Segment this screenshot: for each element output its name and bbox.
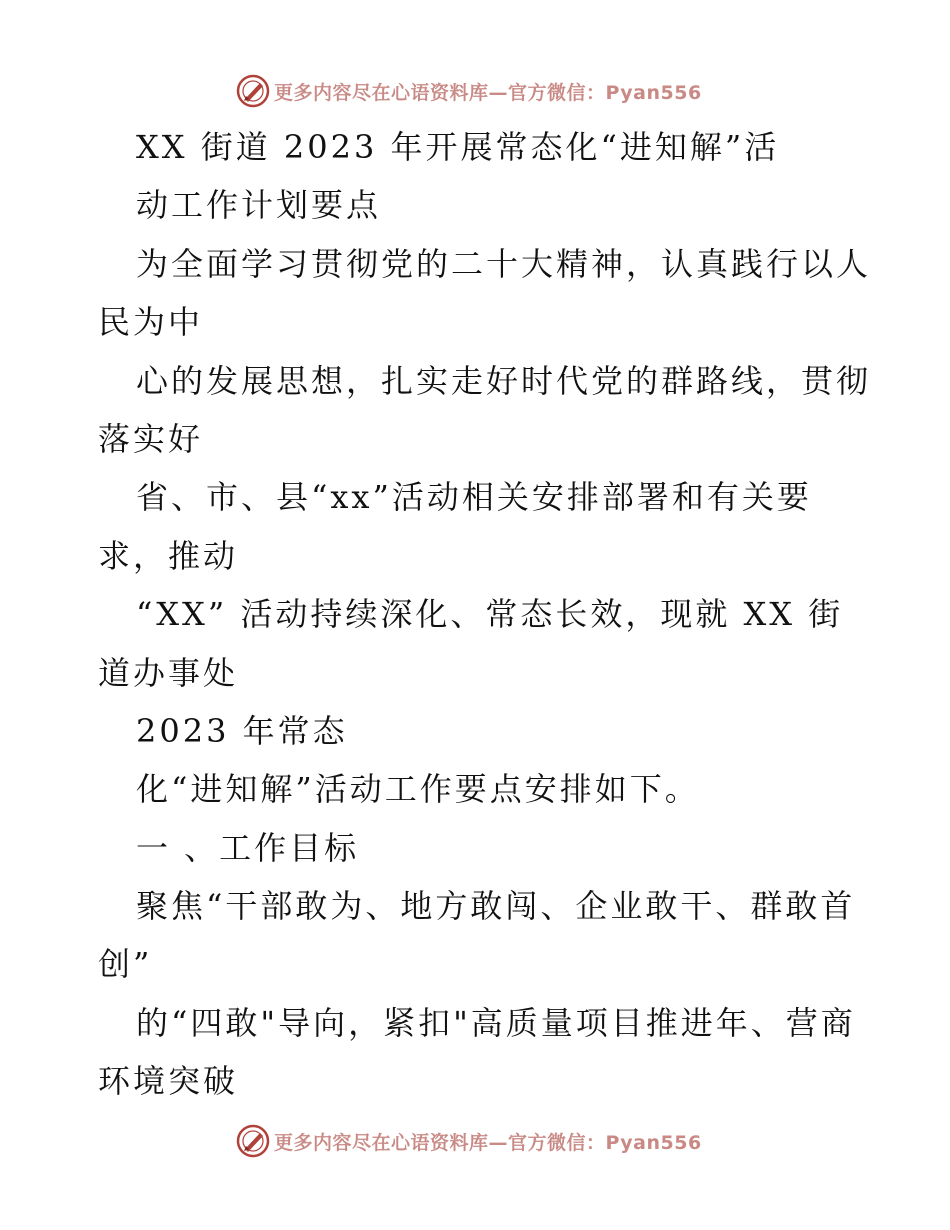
text-line: 心的发展思想，扎实走好时代党的群路线，贯彻: [136, 361, 872, 400]
text-line: 动工作计划要点: [136, 186, 382, 225]
text-line: 环境突破: [98, 1062, 239, 1101]
header-watermark: [236, 74, 702, 108]
text-line: “XX” 活动持续深化、常态长效，现就 XX 街: [136, 595, 844, 634]
text-line: XX 街道 2023 年开展常态化“进知解”活: [136, 128, 780, 166]
footer-watermark: [236, 1124, 702, 1158]
text-line: 聚焦“干部敢为、地方敢闯、企业敢干、群敢首: [136, 887, 856, 926]
logo-seal-icon: [236, 74, 270, 108]
text-line: 求，推动: [98, 536, 239, 575]
watermark-text: 更多内容尽在心语资料库—官方微信：Pyan556: [274, 81, 702, 104]
section-heading: 一 、工作目标: [136, 828, 360, 867]
text-line: 为全面学习贯彻党的二十大精神，认真践行以人: [136, 244, 872, 283]
watermark-text: 更多内容尽在心语资料库—官方微信：Pyan556: [274, 1131, 702, 1154]
text-line: 的“四敢"导向，紧扣"高质量项目推进年、营商: [136, 1003, 856, 1042]
text-line: 民为中: [98, 303, 204, 342]
document-body: [98, 118, 872, 1111]
text-line: 化“进知解”活动工作要点安排如下。: [136, 770, 700, 809]
logo-seal-icon: [236, 1124, 270, 1158]
text-line: 落实好: [98, 419, 204, 458]
text-line: 省、市、县“xx”活动相关安排部署和有关要: [136, 478, 812, 517]
text-line: 道办事处: [98, 653, 239, 692]
text-line: 创”: [98, 945, 153, 984]
text-line: 2023 年常态: [136, 711, 348, 750]
